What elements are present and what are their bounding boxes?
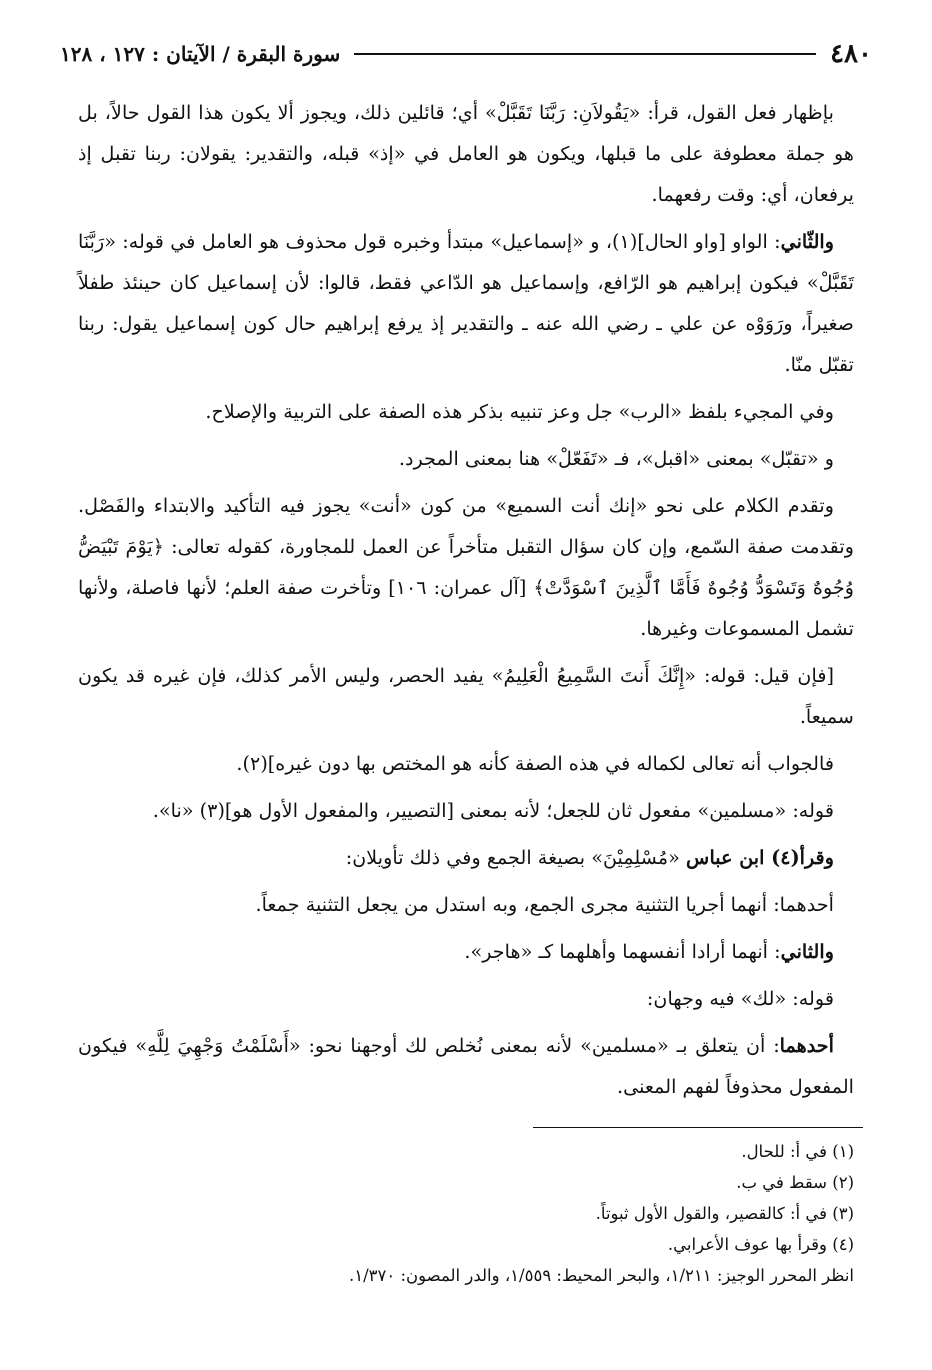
page-header [60, 34, 872, 74]
footnote: (١) في أ: للحال. [741, 1142, 854, 1161]
paragraph: قوله: «مسلمين» مفعول ثان للجعل؛ لأنه بمعنى [التصيير، والمفعول الأول هو](٣) «نا». [152, 799, 834, 822]
paragraph: أحدهما: أن يتعلق بـ «مسلمين» لأنه بمعنى نُخلص لك أوجهنا نحو: «أَسْلَمْتُ وَجْهِيَ لِلَّهِ» فيكون المفعول محذوفاً لفهم المعنى. [78, 1034, 854, 1098]
main-text [78, 92, 854, 1113]
footnotes [78, 1136, 854, 1291]
header-rule [354, 53, 816, 55]
running-title: سورة البقرة / الآيتان : ١٢٧ ، ١٢٨ [60, 42, 341, 66]
paragraph: أحدهما: أنهما أجريا التثنية مجرى الجمع، وبه استدل من يجعل التثنية جمعاً. [255, 893, 834, 916]
paragraph: و «تقبّل» بمعنى «اقبل»، فـ «تَفَعّلْ» هنا بمعنى المجرد. [398, 447, 834, 470]
paragraph: [فإن قيل: قوله: «إِنَّكَ أَنتَ السَّمِيعُ الْعَلِيمُ» يفيد الحصر، وليس الأمر كذلك، فإن غيره قد يكون سميعاً. [78, 664, 854, 728]
paragraph: وقرأ(٤) ابن عباس «مُسْلِمِيْنَ» بصيغة الجمع وفي ذلك تأويلان: [345, 846, 834, 869]
paragraph: بإظهار فعل القول، قرأ: «يَقُولاَنِ: رَبَّنَا تَقَبَّلْ» أي؛ قائلين ذلك، ويجوز ألا يكون هذا القول حالاً، بل هو جملة معطوفة على ما قبلها، ويكون هو العامل في «إذ» قبله، والتقدير: يقولان: ربنا تقبل إذ يرفعان، أي: وقت رفعهما. [78, 101, 854, 206]
page-number: ٤٨٠ [830, 39, 872, 69]
paragraph: وفي المجيء بلفظ «الرب» جل وعز تنبيه بذكر هذه الصفة على التربية والإصلاح. [205, 400, 834, 423]
footnote: (٢) سقط في ب. [736, 1173, 854, 1192]
footnote: (٣) في أ: كالقصير، والقول الأول ثبوتاً. [595, 1204, 854, 1223]
footnote-reference: انظر المحرر الوجيز: ١/٢١١، والبحر المحيط: ١/٥٥٩، والدر المصون: ١/٣٧٠. [348, 1266, 854, 1285]
paragraph: والثّاني: الواو [واو الحال](١)، و «إسماعيل» مبتدأ وخبره قول محذوف هو العامل في قوله: «رَبَّنَا تَقَبَّلْ» فيكون إبراهيم هو الرّافع، وإسماعيل هو الدّاعي فقط، قالوا: لأن إسماعيل كان حينئذ طفلاً صغيراً، ورَوَوْه عن علي ـ رضي الله عنه ـ والتقدير إذ يرفع إبراهيم حال كون إسماعيل يقول: ربنا تقبّل منّا. [78, 230, 854, 376]
paragraph: والثاني: أنهما أرادا أنفسهما وأهلهما كـ «هاجر». [464, 940, 834, 963]
paragraph: فالجواب أنه تعالى لكماله في هذه الصفة كأنه هو المختص بها دون غيره](٢). [236, 752, 834, 775]
footnote-separator [533, 1127, 863, 1128]
paragraph: وتقدم الكلام على نحو «إنك أنت السميع» من كون «أنت» يجوز فيه التأكيد والابتداء والفَصْل. وتقدمت صفة السّمع، وإن كان سؤال التقبل متأخراً عن العمل للمجاورة، كقوله تعالى: ﴿يَوْمَ تَبْيَضُّ وُجُوهٌ وَتَسْوَدُّ وُجُوهٌ فَأَمَّا ٱلَّذِينَ ٱسْوَدَّتْ﴾ [آل عمران: ١٠٦] وتأخرت صفة العلم؛ لأنها فاصلة، ولأنها تشمل المسموعات وغيرها. [78, 494, 854, 640]
footnote: (٤) وقرأ بها عوف الأعرابي. [667, 1235, 854, 1254]
paragraph: قوله: «لك» فيه وجهان: [646, 987, 834, 1010]
